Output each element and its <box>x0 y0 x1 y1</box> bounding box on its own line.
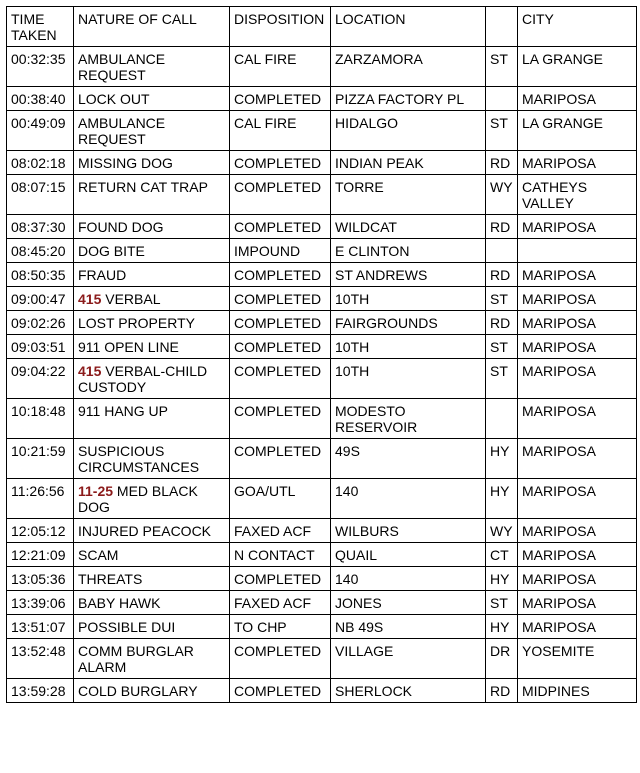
city-cell: MARIPOSA <box>518 151 637 175</box>
time-cell: 08:37:30 <box>7 215 74 239</box>
time-cell: 09:00:47 <box>7 287 74 311</box>
disposition-cell: COMPLETED <box>230 639 331 679</box>
disposition-cell: COMPLETED <box>230 311 331 335</box>
table-row <box>7 591 637 615</box>
time-cell: 08:02:18 <box>7 151 74 175</box>
location-cell: SHERLOCK <box>331 679 486 703</box>
header-location: LOCATION <box>331 7 486 47</box>
nature-cell <box>74 175 230 215</box>
street-suffix-cell: WY <box>486 175 518 215</box>
nature-cell <box>74 287 230 311</box>
nature-cell <box>74 399 230 439</box>
nature-text: POSSIBLE DUI <box>78 619 176 635</box>
nature-cell <box>74 87 230 111</box>
table-row <box>7 439 637 479</box>
nature-text: 911 HANG UP <box>78 403 168 419</box>
disposition-cell: GOA/UTL <box>230 479 331 519</box>
table-row <box>7 151 637 175</box>
nature-cell <box>74 519 230 543</box>
time-cell: 09:04:22 <box>7 359 74 399</box>
nature-text: 911 OPEN LINE <box>78 339 179 355</box>
street-suffix-cell: RD <box>486 679 518 703</box>
city-cell: MARIPOSA <box>518 215 637 239</box>
call-code: 415 <box>78 363 102 379</box>
nature-text: AMBULANCE REQUEST <box>78 51 170 83</box>
city-cell: MARIPOSA <box>518 359 637 399</box>
table-row <box>7 87 637 111</box>
nature-cell <box>74 479 230 519</box>
time-cell: 10:21:59 <box>7 439 74 479</box>
location-cell: INDIAN PEAK <box>331 151 486 175</box>
location-cell: NB 49S <box>331 615 486 639</box>
nature-cell <box>74 567 230 591</box>
street-suffix-cell <box>486 87 518 111</box>
city-cell: MARIPOSA <box>518 519 637 543</box>
nature-text: COLD BURGLARY <box>78 683 198 699</box>
time-cell: 13:05:36 <box>7 567 74 591</box>
nature-text: SUSPICIOUS CIRCUMSTANCES <box>78 443 200 475</box>
location-cell: MODESTO RESERVOIR <box>331 399 486 439</box>
table-row <box>7 359 637 399</box>
time-cell: 08:45:20 <box>7 239 74 263</box>
location-cell: JONES <box>331 591 486 615</box>
nature-cell <box>74 543 230 567</box>
disposition-cell: CAL FIRE <box>230 111 331 151</box>
location-cell: 140 <box>331 567 486 591</box>
nature-text: SCAM <box>78 547 119 563</box>
street-suffix-cell <box>486 399 518 439</box>
street-suffix-cell <box>486 239 518 263</box>
time-cell: 09:03:51 <box>7 335 74 359</box>
nature-cell <box>74 311 230 335</box>
street-suffix-cell: HY <box>486 615 518 639</box>
street-suffix-cell: ST <box>486 591 518 615</box>
city-cell: LA GRANGE <box>518 111 637 151</box>
nature-cell <box>74 335 230 359</box>
location-cell: 49S <box>331 439 486 479</box>
location-cell: VILLAGE <box>331 639 486 679</box>
location-cell: HIDALGO <box>331 111 486 151</box>
table-row <box>7 111 637 151</box>
header-street-suffix <box>486 7 518 47</box>
disposition-cell: TO CHP <box>230 615 331 639</box>
city-cell: MARIPOSA <box>518 87 637 111</box>
street-suffix-cell: RD <box>486 311 518 335</box>
city-cell: YOSEMITE <box>518 639 637 679</box>
nature-cell <box>74 679 230 703</box>
nature-text: BABY HAWK <box>78 595 161 611</box>
street-suffix-cell: ST <box>486 111 518 151</box>
time-cell: 13:51:07 <box>7 615 74 639</box>
street-suffix-cell: ST <box>486 287 518 311</box>
street-suffix-cell: CT <box>486 543 518 567</box>
nature-text: VERBAL <box>101 291 161 307</box>
call-code: 11-25 <box>78 483 114 499</box>
table-row <box>7 679 637 703</box>
disposition-cell: COMPLETED <box>230 399 331 439</box>
street-suffix-cell: ST <box>486 335 518 359</box>
disposition-cell: FAXED ACF <box>230 519 331 543</box>
time-cell: 13:59:28 <box>7 679 74 703</box>
location-cell: ZARZAMORA <box>331 47 486 87</box>
table-row <box>7 615 637 639</box>
city-cell: MARIPOSA <box>518 591 637 615</box>
disposition-cell: COMPLETED <box>230 215 331 239</box>
nature-text: DOG BITE <box>78 243 145 259</box>
street-suffix-cell: HY <box>486 479 518 519</box>
nature-text: LOCK OUT <box>78 91 150 107</box>
nature-text: FOUND DOG <box>78 219 164 235</box>
disposition-cell: IMPOUND <box>230 239 331 263</box>
nature-text: FRAUD <box>78 267 127 283</box>
street-suffix-cell: RD <box>486 151 518 175</box>
table-row <box>7 215 637 239</box>
time-cell: 13:52:48 <box>7 639 74 679</box>
city-cell: MARIPOSA <box>518 311 637 335</box>
disposition-cell: COMPLETED <box>230 175 331 215</box>
disposition-cell: COMPLETED <box>230 87 331 111</box>
table-row <box>7 335 637 359</box>
nature-cell <box>74 47 230 87</box>
location-cell: E CLINTON <box>331 239 486 263</box>
street-suffix-cell: DR <box>486 639 518 679</box>
location-cell: PIZZA FACTORY PL <box>331 87 486 111</box>
location-cell: FAIRGROUNDS <box>331 311 486 335</box>
nature-cell <box>74 111 230 151</box>
location-cell: 10TH <box>331 287 486 311</box>
city-cell <box>518 239 637 263</box>
disposition-cell: N CONTACT <box>230 543 331 567</box>
table-row <box>7 287 637 311</box>
city-cell: MIDPINES <box>518 679 637 703</box>
disposition-cell: COMPLETED <box>230 567 331 591</box>
time-cell: 12:21:09 <box>7 543 74 567</box>
time-cell: 00:38:40 <box>7 87 74 111</box>
city-cell: MARIPOSA <box>518 615 637 639</box>
nature-cell <box>74 615 230 639</box>
time-cell: 12:05:12 <box>7 519 74 543</box>
city-cell: MARIPOSA <box>518 543 637 567</box>
city-cell: MARIPOSA <box>518 479 637 519</box>
city-cell: LA GRANGE <box>518 47 637 87</box>
nature-text: LOST PROPERTY <box>78 315 195 331</box>
nature-text: MISSING DOG <box>78 155 173 171</box>
street-suffix-cell: HY <box>486 567 518 591</box>
location-cell: ST ANDREWS <box>331 263 486 287</box>
city-cell: CATHEYS VALLEY <box>518 175 637 215</box>
nature-text: THREATS <box>78 571 143 587</box>
street-suffix-cell: RD <box>486 263 518 287</box>
header-disposition: DISPOSITION <box>230 7 331 47</box>
nature-cell <box>74 639 230 679</box>
street-suffix-cell: WY <box>486 519 518 543</box>
nature-cell <box>74 591 230 615</box>
nature-text: COMM BURGLAR ALARM <box>78 643 198 675</box>
time-cell: 00:49:09 <box>7 111 74 151</box>
disposition-cell: FAXED ACF <box>230 591 331 615</box>
location-cell: 10TH <box>331 335 486 359</box>
table-row <box>7 519 637 543</box>
time-cell: 11:26:56 <box>7 479 74 519</box>
location-cell: 140 <box>331 479 486 519</box>
header-row <box>7 7 637 47</box>
street-suffix-cell: RD <box>486 215 518 239</box>
call-log-table <box>6 6 637 703</box>
call-code: 415 <box>78 291 102 307</box>
header-nature-of-call: NATURE OF CALL <box>74 7 230 47</box>
disposition-cell: COMPLETED <box>230 359 331 399</box>
nature-text: VERBAL-CHILD CUSTODY <box>78 363 212 395</box>
disposition-cell: COMPLETED <box>230 679 331 703</box>
location-cell: TORRE <box>331 175 486 215</box>
time-cell: 00:32:35 <box>7 47 74 87</box>
location-cell: 10TH <box>331 359 486 399</box>
table-row <box>7 639 637 679</box>
time-cell: 10:18:48 <box>7 399 74 439</box>
header-time-taken: TIME TAKEN <box>7 7 74 47</box>
disposition-cell: COMPLETED <box>230 335 331 359</box>
table-row <box>7 47 637 87</box>
nature-text: MED BLACK DOG <box>78 483 202 515</box>
disposition-cell: COMPLETED <box>230 263 331 287</box>
city-cell: MARIPOSA <box>518 335 637 359</box>
nature-cell <box>74 359 230 399</box>
city-cell: MARIPOSA <box>518 439 637 479</box>
table-row <box>7 311 637 335</box>
city-cell: MARIPOSA <box>518 399 637 439</box>
city-cell: MARIPOSA <box>518 263 637 287</box>
nature-cell <box>74 151 230 175</box>
nature-text: INJURED PEACOCK <box>78 523 212 539</box>
city-cell: MARIPOSA <box>518 287 637 311</box>
table-row <box>7 479 637 519</box>
disposition-cell: COMPLETED <box>230 439 331 479</box>
location-cell: WILBURS <box>331 519 486 543</box>
disposition-cell: CAL FIRE <box>230 47 331 87</box>
nature-cell <box>74 439 230 479</box>
nature-cell <box>74 239 230 263</box>
time-cell: 09:02:26 <box>7 311 74 335</box>
table-row <box>7 399 637 439</box>
table-row <box>7 543 637 567</box>
time-cell: 08:07:15 <box>7 175 74 215</box>
city-cell: MARIPOSA <box>518 567 637 591</box>
street-suffix-cell: HY <box>486 439 518 479</box>
table-row <box>7 567 637 591</box>
street-suffix-cell: ST <box>486 359 518 399</box>
nature-cell <box>74 215 230 239</box>
nature-text: AMBULANCE REQUEST <box>78 115 170 147</box>
nature-cell <box>74 263 230 287</box>
street-suffix-cell: ST <box>486 47 518 87</box>
table-row <box>7 263 637 287</box>
disposition-cell: COMPLETED <box>230 287 331 311</box>
nature-text: RETURN CAT TRAP <box>78 179 208 195</box>
disposition-cell: COMPLETED <box>230 151 331 175</box>
location-cell: QUAIL <box>331 543 486 567</box>
time-cell: 13:39:06 <box>7 591 74 615</box>
location-cell: WILDCAT <box>331 215 486 239</box>
table-row <box>7 175 637 215</box>
header-city: CITY <box>518 7 637 47</box>
time-cell: 08:50:35 <box>7 263 74 287</box>
table-row <box>7 239 637 263</box>
